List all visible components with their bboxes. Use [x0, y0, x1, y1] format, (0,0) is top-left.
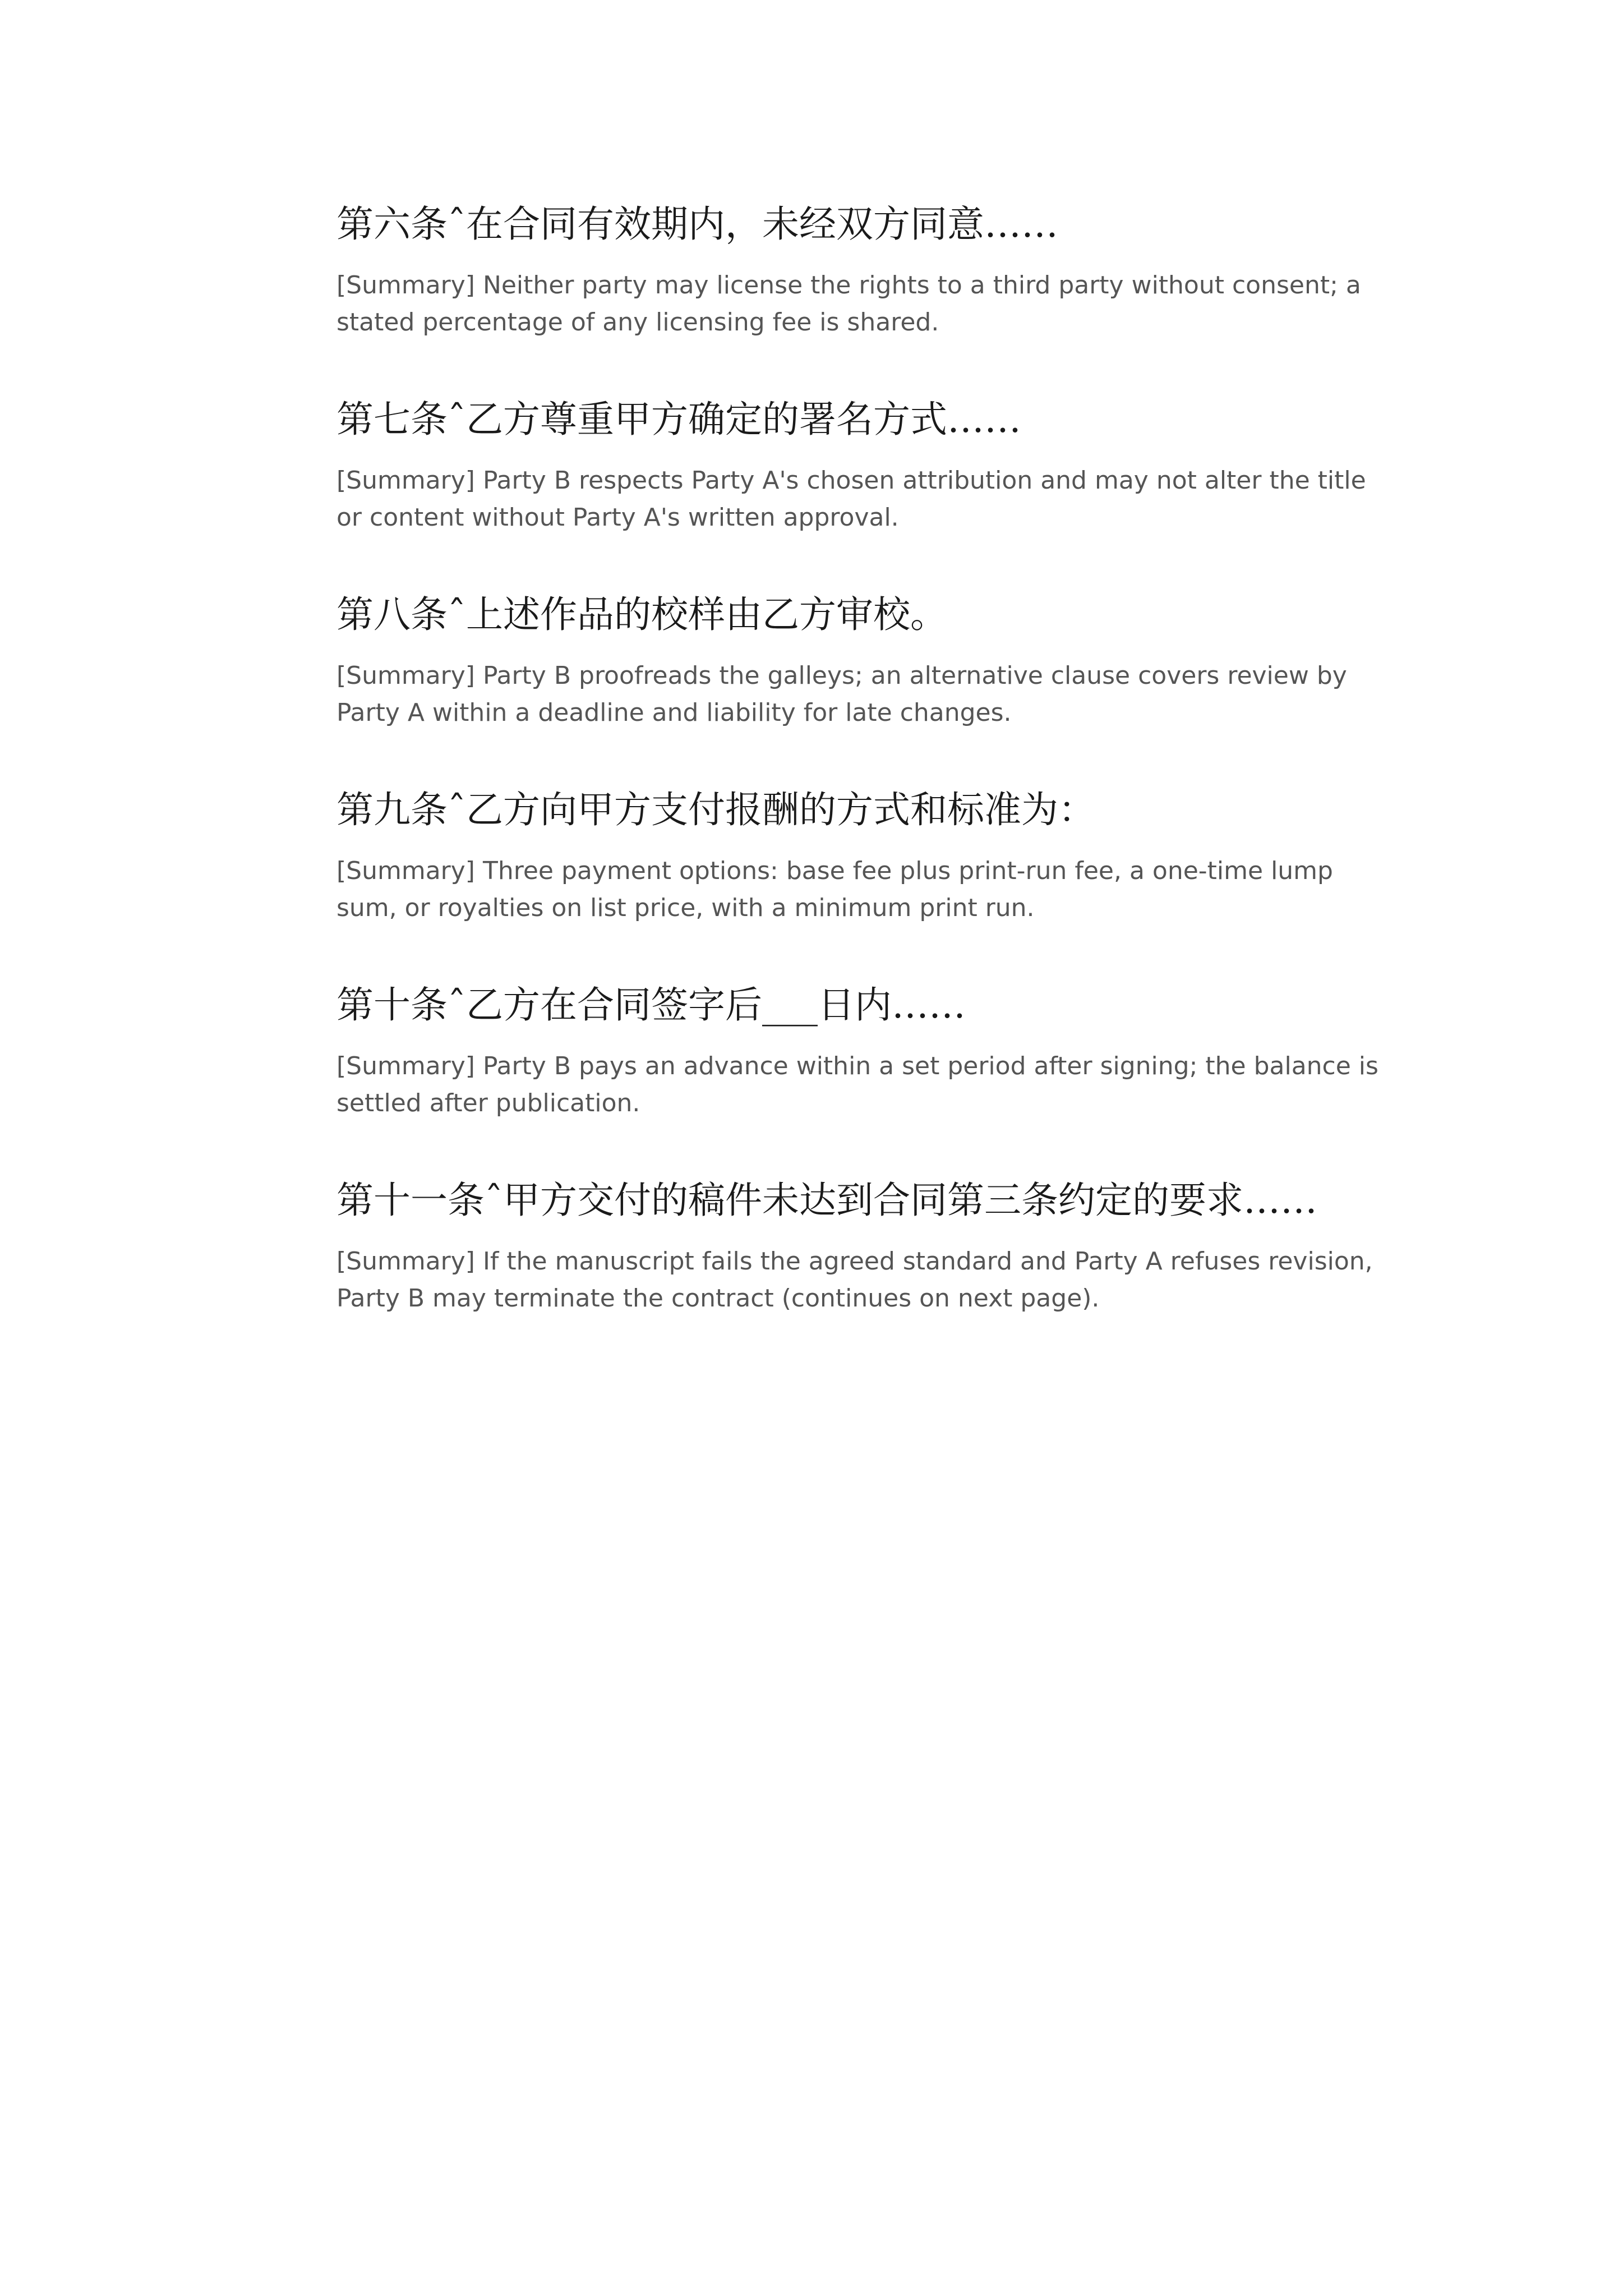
clause-6-summary: [Summary] Neither party may license the rights to a third party without consent; a stated percentage of any licensing fee is shared.: [336, 271, 1361, 337]
clause-8-excerpt: 第八条ˆ上述作品的校样由乙方审校。: [336, 593, 947, 636]
clause-9: [252, 771, 1391, 927]
clause-7-excerpt: 第七条ˆ乙方尊重甲方确定的署名方式……: [336, 398, 1021, 441]
clause-8-summary: [Summary] Party B proofreads the galleys; an alternative clause covers review by Party A within a deadline and liability for late changes.: [336, 661, 1347, 727]
clause-9-excerpt: 第九条ˆ乙方向甲方支付报酬的方式和标准为：: [336, 788, 1095, 831]
clause-6: [252, 185, 1391, 341]
clause-9-summary: [Summary] Three payment options: base fee plus print-run fee, a one-time lump sum, or royalties on list price, with a minimum print run.: [336, 857, 1333, 922]
clause-11-summary: [Summary] If the manuscript fails the agreed standard and Party A refuses revision, Party B may terminate the contract (continues on next page).: [336, 1247, 1373, 1313]
clause-11-excerpt: 第十一条ˆ甲方交付的稿件未达到合同第三条约定的要求……: [336, 1179, 1317, 1222]
contract-page: [252, 185, 1391, 1356]
clause-7-summary: [Summary] Party B respects Party A's chosen attribution and may not alter the title or content without Party A's written approval.: [336, 466, 1366, 532]
clause-8: [252, 576, 1391, 731]
clause-10: [252, 966, 1391, 1122]
clause-10-excerpt: 第十条ˆ乙方在合同签字后___日内……: [336, 983, 966, 1027]
clause-10-summary: [Summary] Party B pays an advance within a set period after signing; the balance is settled after publication.: [336, 1052, 1378, 1117]
clause-7: [252, 380, 1391, 536]
clause-6-excerpt: 第六条ˆ在合同有效期内，未经双方同意……: [336, 203, 1058, 246]
clause-11: [252, 1161, 1391, 1317]
